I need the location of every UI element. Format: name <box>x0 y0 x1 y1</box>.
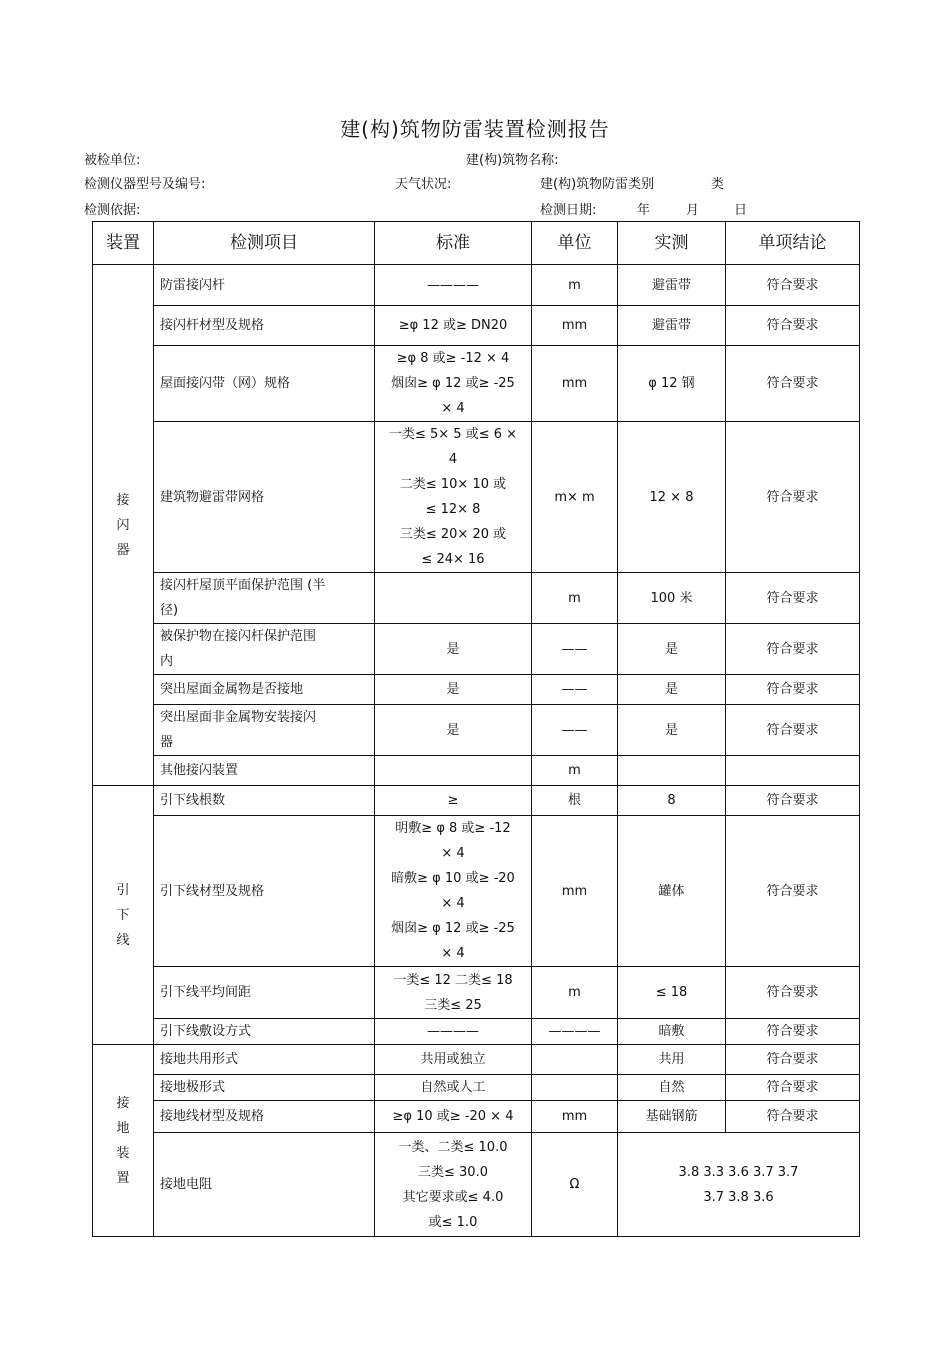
measured-cell: 是 <box>618 675 726 705</box>
standard-cell: 共用或独立 <box>375 1045 532 1075</box>
class-suffix: 类 <box>711 177 725 192</box>
building-name-label: 建(构)筑物名称: <box>466 153 559 168</box>
unit-cell: mm <box>532 346 618 422</box>
unit-cell <box>532 1045 618 1075</box>
conclusion-cell <box>726 756 860 786</box>
table-row <box>93 1101 860 1133</box>
unit-cell: mm <box>532 816 618 967</box>
table-row <box>93 422 860 573</box>
table-row <box>93 967 860 1019</box>
standard-cell: 一类、二类≤ 10.0 三类≤ 30.0 其它要求或≤ 4.0 或≤ 1.0 <box>375 1133 532 1237</box>
unit-cell: —— <box>532 624 618 675</box>
measured-cell: 是 <box>618 705 726 756</box>
standard-cell: 自然或人工 <box>375 1075 532 1101</box>
inspected-unit-label: 被检单位: <box>84 153 141 168</box>
table-row <box>93 1019 860 1045</box>
unit-cell: 根 <box>532 786 618 816</box>
measured-cell: 8 <box>618 786 726 816</box>
table-row <box>93 624 860 675</box>
item-cell: 建筑物避雷带网格 <box>154 422 375 573</box>
standard-cell: ≥φ 8 或≥ -12 × 4 烟囱≥ φ 12 或≥ -25 × 4 <box>375 346 532 422</box>
standard-cell: ≥φ 10 或≥ -20 × 4 <box>375 1101 532 1133</box>
conclusion-cell: 符合要求 <box>726 346 860 422</box>
conclusion-cell: 符合要求 <box>726 624 860 675</box>
conclusion-cell: 符合要求 <box>726 816 860 967</box>
measured-cell <box>618 756 726 786</box>
standard-cell: 明敷≥ φ 8 或≥ -12 × 4 暗敷≥ φ 10 或≥ -20 × 4 烟囱≥ φ 12 或≥ -25 × 4 <box>375 816 532 967</box>
header-device: 装置 <box>93 222 154 265</box>
unit-cell: ———— <box>532 1019 618 1045</box>
standard-cell: 是 <box>375 675 532 705</box>
table-row <box>93 346 860 422</box>
report-title: 建(构)筑物防雷装置检测报告 <box>340 117 610 141</box>
table-row <box>93 675 860 705</box>
measured-cell: 暗敷 <box>618 1019 726 1045</box>
conclusion-cell: 符合要求 <box>726 1045 860 1075</box>
conclusion-cell: 符合要求 <box>726 1101 860 1133</box>
measured-cell: 避雷带 <box>618 306 726 346</box>
unit-cell: —— <box>532 705 618 756</box>
measured-cell: ≤ 18 <box>618 967 726 1019</box>
header-item: 检测项目 <box>154 222 375 265</box>
conclusion-cell: 符合要求 <box>726 705 860 756</box>
item-cell: 引下线材型及规格 <box>154 816 375 967</box>
category-cell: 引 下 线 <box>93 786 154 1045</box>
item-cell: 突出屋面金属物是否接地 <box>154 675 375 705</box>
year-label: 年 <box>637 203 651 218</box>
category-cell: 接 地 装 置 <box>93 1045 154 1237</box>
conclusion-cell: 符合要求 <box>726 573 860 624</box>
unit-cell: Ω <box>532 1133 618 1237</box>
conclusion-cell: 符合要求 <box>726 265 860 306</box>
table-row <box>93 1045 860 1075</box>
unit-cell: mm <box>532 1101 618 1133</box>
measured-cell: 是 <box>618 624 726 675</box>
inspection-table <box>92 221 860 1237</box>
standard-cell: ≥ <box>375 786 532 816</box>
unit-cell: mm <box>532 306 618 346</box>
date-label: 检测日期: <box>540 203 597 218</box>
conclusion-cell: 符合要求 <box>726 306 860 346</box>
conclusion-cell: 符合要求 <box>726 422 860 573</box>
standard-cell: ———— <box>375 1019 532 1045</box>
table-row <box>93 265 860 306</box>
unit-cell: m× m <box>532 422 618 573</box>
month-label: 月 <box>686 203 700 218</box>
measured-cell: 3.8 3.3 3.6 3.7 3.7 3.7 3.8 3.6 <box>618 1133 860 1237</box>
table-row <box>93 756 860 786</box>
item-cell: 突出屋面非金属物安装接闪 器 <box>154 705 375 756</box>
header-unit: 单位 <box>532 222 618 265</box>
header-conclusion: 单项结论 <box>726 222 860 265</box>
lightning-class-label: 建(构)筑物防雷类别 <box>540 177 655 192</box>
conclusion-cell: 符合要求 <box>726 1019 860 1045</box>
item-cell: 接地共用形式 <box>154 1045 375 1075</box>
item-cell: 引下线根数 <box>154 786 375 816</box>
unit-cell: —— <box>532 675 618 705</box>
table-row <box>93 705 860 756</box>
measured-cell: 共用 <box>618 1045 726 1075</box>
unit-cell <box>532 1075 618 1101</box>
table-row <box>93 1133 860 1237</box>
table-header-row <box>93 222 860 265</box>
item-cell: 其他接闪装置 <box>154 756 375 786</box>
measured-cell: φ 12 钢 <box>618 346 726 422</box>
instrument-label: 检测仪器型号及编号: <box>84 177 206 192</box>
header-standard: 标准 <box>375 222 532 265</box>
standard-cell <box>375 756 532 786</box>
standard-cell: ≥φ 12 或≥ DN20 <box>375 306 532 346</box>
item-cell: 接地线材型及规格 <box>154 1101 375 1133</box>
item-cell: 接闪杆材型及规格 <box>154 306 375 346</box>
item-cell: 接地极形式 <box>154 1075 375 1101</box>
table-row <box>93 786 860 816</box>
category-cell: 接 闪 器 <box>93 265 154 786</box>
standard-cell: 是 <box>375 624 532 675</box>
weather-label: 天气状况: <box>395 177 452 192</box>
standard-cell: 一类≤ 12 二类≤ 18 三类≤ 25 <box>375 967 532 1019</box>
measured-cell: 罐体 <box>618 816 726 967</box>
conclusion-cell: 符合要求 <box>726 675 860 705</box>
unit-cell: m <box>532 967 618 1019</box>
measured-cell: 12 × 8 <box>618 422 726 573</box>
unit-cell: m <box>532 265 618 306</box>
standard-cell: 是 <box>375 705 532 756</box>
measured-cell: 避雷带 <box>618 265 726 306</box>
item-cell: 接闪杆屋顶平面保护范围 (半 径) <box>154 573 375 624</box>
conclusion-cell: 符合要求 <box>726 967 860 1019</box>
conclusion-cell: 符合要求 <box>726 786 860 816</box>
basis-label: 检测依据: <box>84 203 141 218</box>
standard-cell: ———— <box>375 265 532 306</box>
item-cell: 引下线敷设方式 <box>154 1019 375 1045</box>
item-cell: 接地电阻 <box>154 1133 375 1237</box>
table-row <box>93 1075 860 1101</box>
standard-cell <box>375 573 532 624</box>
measured-cell: 基础钢筋 <box>618 1101 726 1133</box>
table-row <box>93 573 860 624</box>
item-cell: 引下线平均间距 <box>154 967 375 1019</box>
unit-cell: m <box>532 756 618 786</box>
table-row <box>93 816 860 967</box>
standard-cell: 一类≤ 5× 5 或≤ 6 × 4 二类≤ 10× 10 或 ≤ 12× 8 三类≤ 20× 20 或 ≤ 24× 16 <box>375 422 532 573</box>
conclusion-cell: 符合要求 <box>726 1075 860 1101</box>
item-cell: 屋面接闪带（网）规格 <box>154 346 375 422</box>
unit-cell: m <box>532 573 618 624</box>
header-measured: 实测 <box>618 222 726 265</box>
measured-cell: 100 米 <box>618 573 726 624</box>
measured-cell: 自然 <box>618 1075 726 1101</box>
item-cell: 被保护物在接闪杆保护范围 内 <box>154 624 375 675</box>
table-row <box>93 306 860 346</box>
item-cell: 防雷接闪杆 <box>154 265 375 306</box>
day-label: 日 <box>734 203 748 218</box>
